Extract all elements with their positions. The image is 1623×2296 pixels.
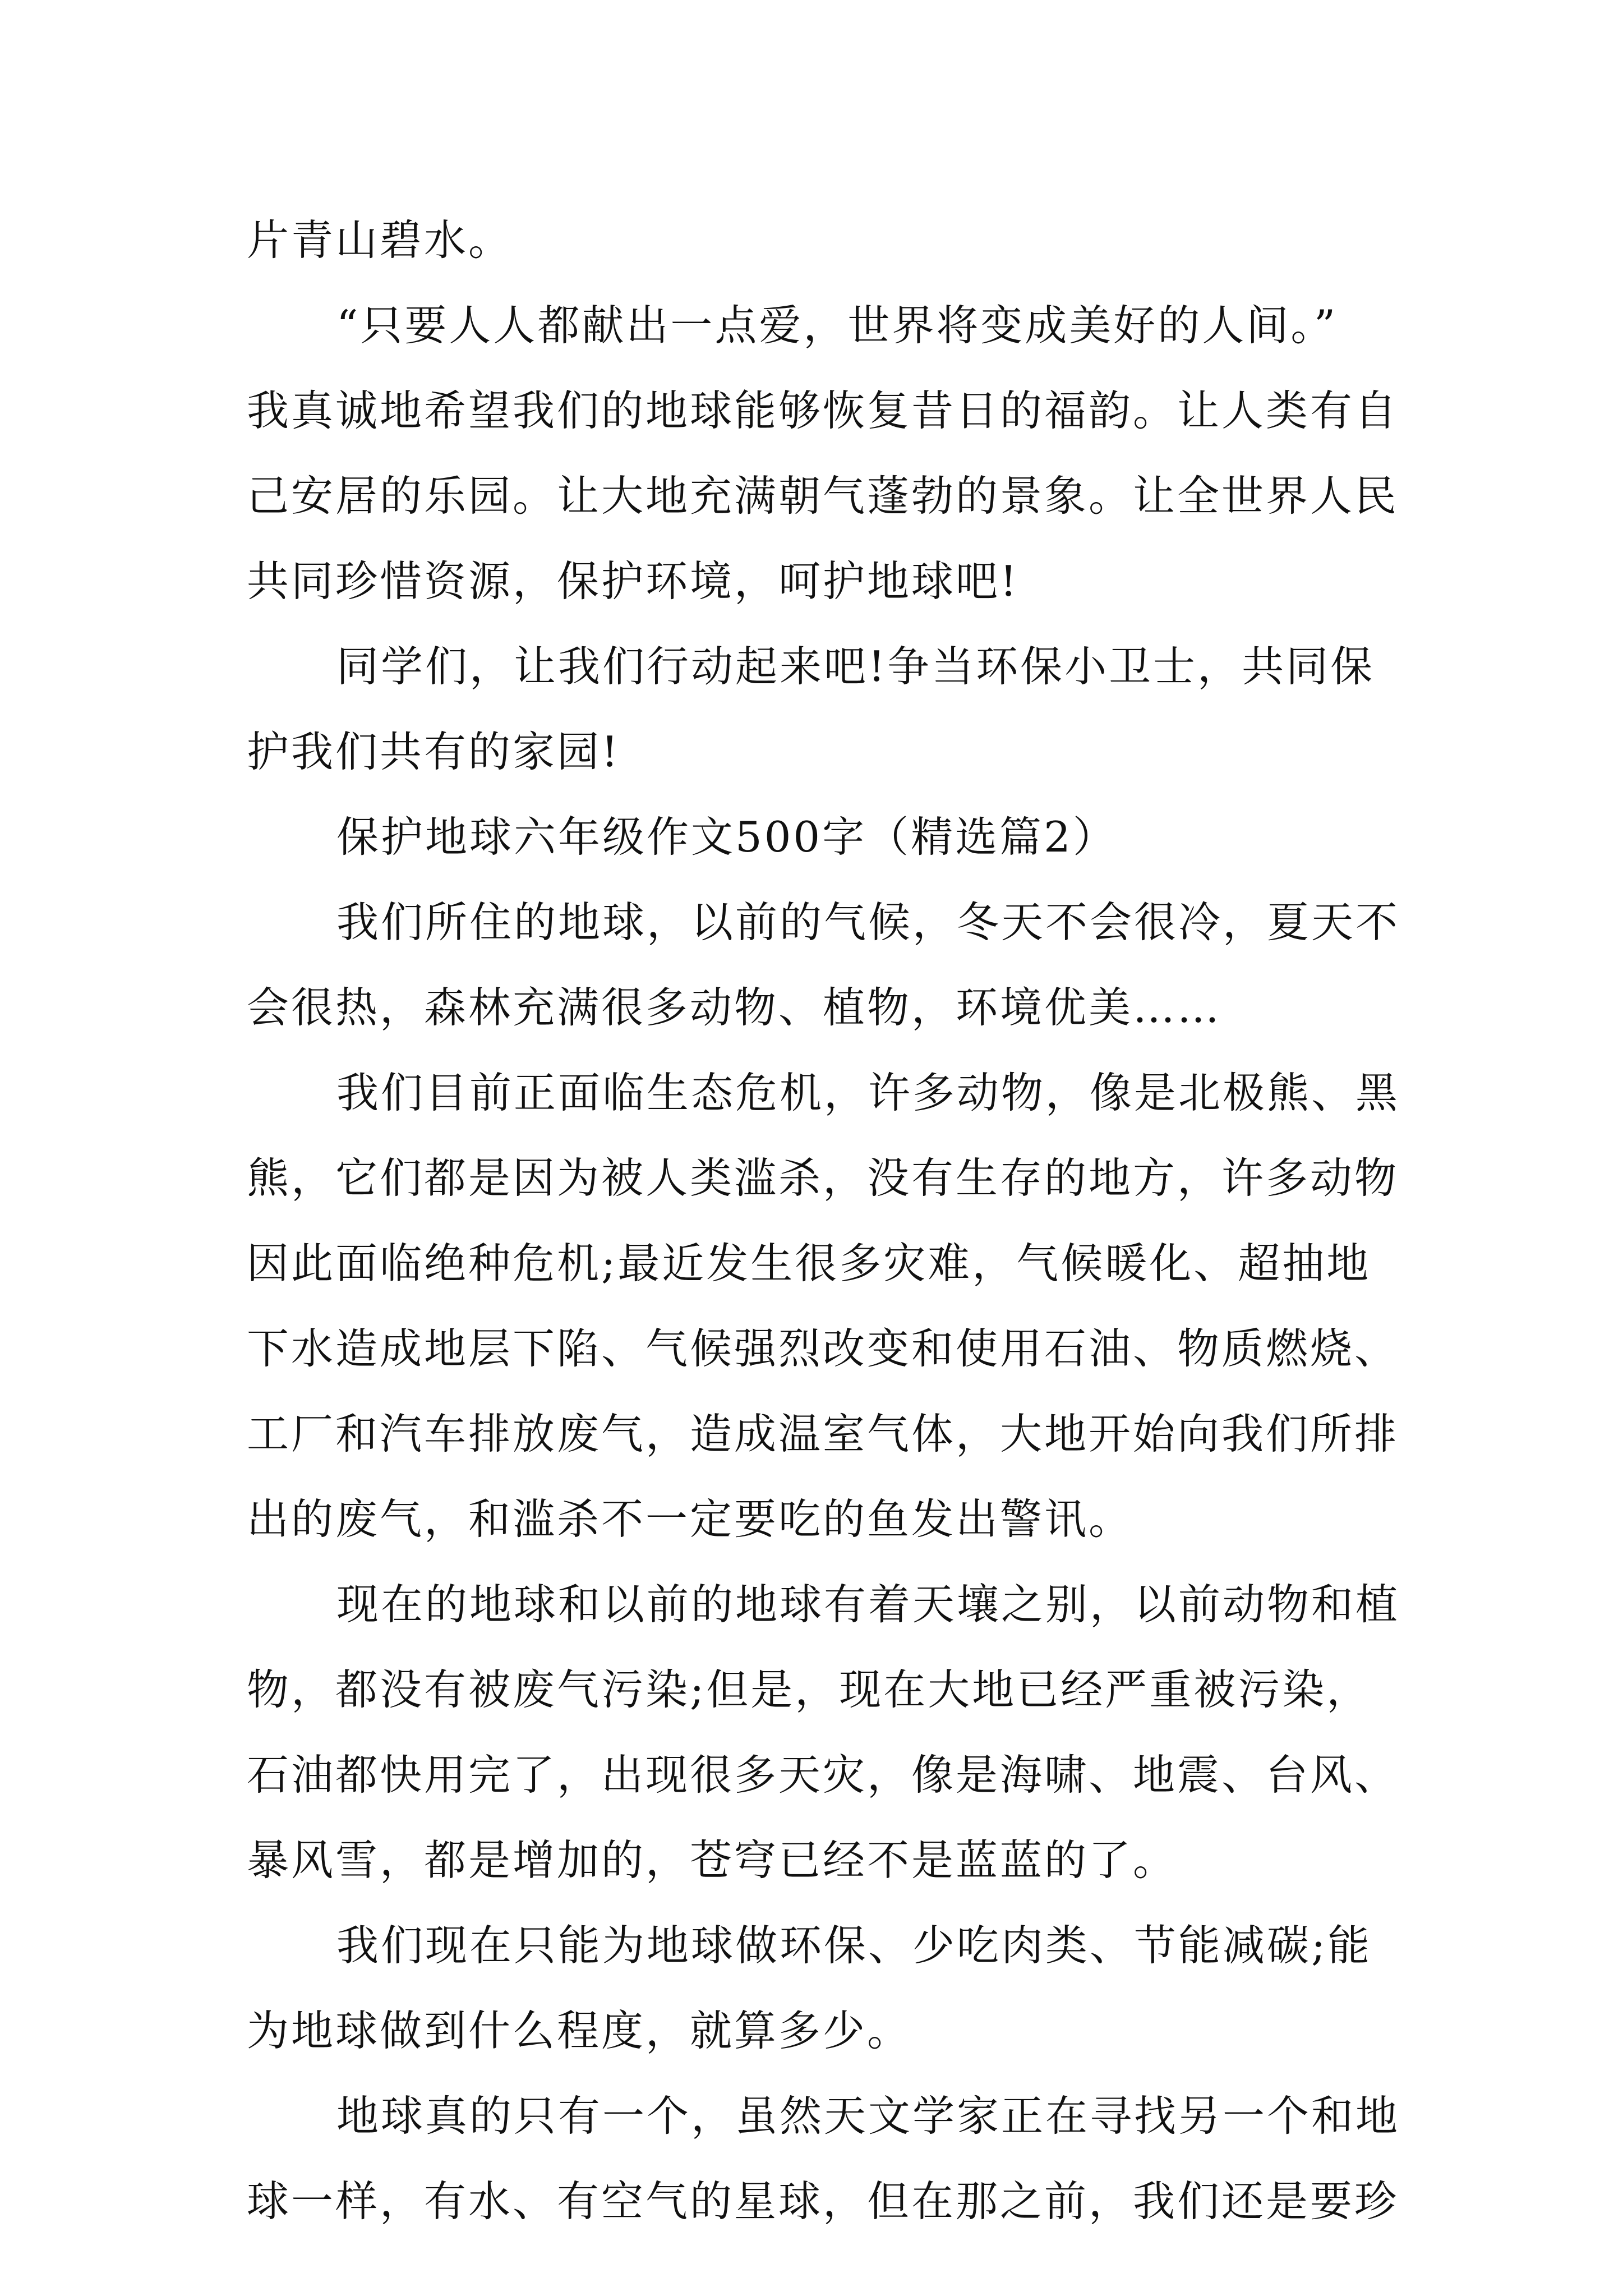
- paragraph-start-line: 我们所住的地球，以前的气候，冬天不会很冷，夏天不: [336, 898, 1400, 947]
- text-line: 因此面临绝种危机;最近发生很多灾难，气候暖化、超抽地: [247, 1239, 1371, 1288]
- text-line: 己安居的乐园。让大地充满朝气蓬勃的景象。让全世界人民: [247, 471, 1399, 521]
- essay-body: [247, 197, 1400, 2244]
- text-line: 下水造成地层下陷、气候强烈改变和使用石油、物质燃烧、: [247, 1324, 1399, 1373]
- text-line: 球一样，有水、有空气的星球，但在那之前，我们还是要珍: [247, 2177, 1399, 2226]
- text-line: 护我们共有的家园!: [247, 727, 621, 776]
- text-line: 出的废气，和滥杀不一定要吃的鱼发出警讯。: [247, 1494, 1133, 1544]
- text-line: 石油都快用完了，出现很多天灾，像是海啸、地震、台风、: [247, 1750, 1399, 1800]
- text-line: 我真诚地希望我们的地球能够恢复昔日的福韵。让人类有自: [247, 386, 1399, 435]
- text-line: 熊，它们都是因为被人类滥杀，没有生存的地方，许多动物: [247, 1153, 1399, 1203]
- quote-line: “只要人人都献出一点爱，世界将变成美好的人间。”: [336, 301, 1338, 350]
- text-line: 暴风雪，都是增加的，苍穹已经不是蓝蓝的了。: [247, 1835, 1178, 1885]
- paragraph-start-line: 现在的地球和以前的地球有着天壤之别，以前动物和植: [336, 1580, 1400, 1629]
- paragraph-start-line: 同学们，让我们行动起来吧!争当环保小卫士，共同保: [336, 642, 1375, 691]
- paragraph-start-line: 地球真的只有一个，虽然天文学家正在寻找另一个和地: [336, 2091, 1400, 2141]
- text-line: 物，都没有被废气污染;但是，现在大地已经严重被污染，: [247, 1665, 1371, 1714]
- text-line: 为地球做到什么程度，就算多少。: [247, 2006, 912, 2055]
- paragraph-start-line: 我们现在只能为地球做环保、少吃肉类、节能减碳;能: [336, 1921, 1372, 1970]
- text-line: 会很热，森林充满很多动物、植物，环境优美……: [247, 983, 1222, 1032]
- paragraph-start-line: 我们目前正面临生态危机，许多动物，像是北极熊、黑: [336, 1068, 1400, 1117]
- section-heading: 保护地球六年级作文500字（精选篇2）: [336, 812, 1117, 862]
- text-line: 工厂和汽车排放废气，造成温室气体，大地开始向我们所排: [247, 1409, 1399, 1458]
- text-line: 片青山碧水。: [247, 215, 513, 265]
- text-line: 共同珍惜资源，保护环境，呵护地球吧!: [247, 556, 1020, 606]
